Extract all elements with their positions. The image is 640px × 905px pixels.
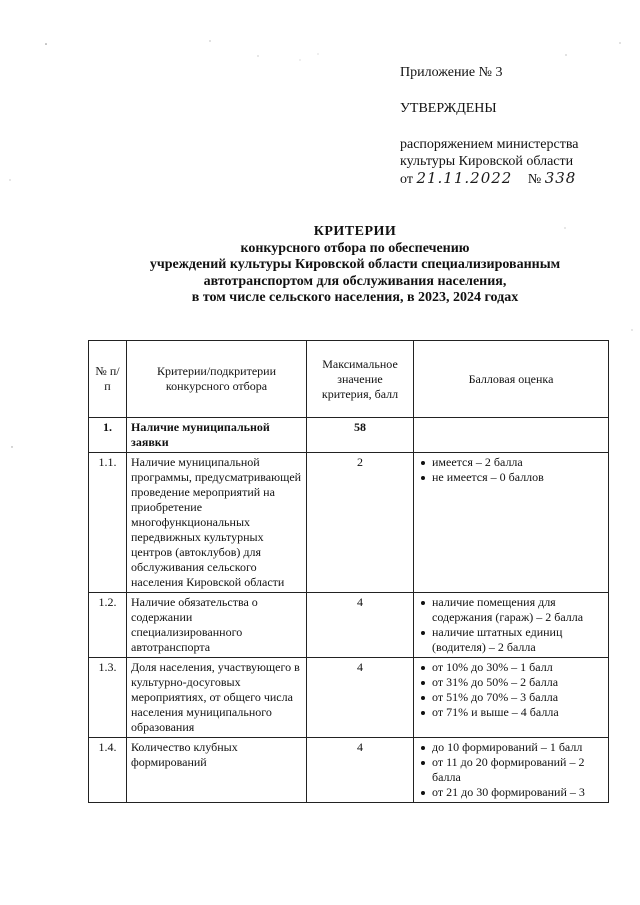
header-score: Балловая оценка xyxy=(414,341,609,418)
handwritten-number: 338 xyxy=(544,169,577,187)
row-score xyxy=(414,738,609,803)
row-criteria: Количество клубных формирований xyxy=(127,738,307,803)
row-score xyxy=(414,593,609,658)
order-date-line xyxy=(400,170,630,188)
row-score xyxy=(414,658,609,738)
header-num: № п/п xyxy=(89,341,127,418)
score-item: наличие штатных единиц (водителя) – 2 балла xyxy=(418,625,604,655)
score-item: наличие помещения для содержания (гараж) – 2 балла xyxy=(418,595,604,625)
row-score xyxy=(414,453,609,593)
header-criteria: Критерии/подкритерии конкурсного отбора xyxy=(127,341,307,418)
score-item: не имеется – 0 баллов xyxy=(418,470,604,485)
handwritten-date: 21.11.2022 xyxy=(416,169,513,187)
appendix-label: Приложение № 3 xyxy=(400,65,503,80)
score-list xyxy=(418,660,604,720)
row-criteria: Наличие муниципальной программы, предусматривающей проведение мероприятий на приобретение многофункциональных передвижных культурных центров (автоклубов) для обслуживания сельского населения Кировской области xyxy=(127,453,307,593)
row-score xyxy=(414,418,609,453)
table-row xyxy=(89,453,609,593)
title-main: КРИТЕРИИ xyxy=(313,224,397,239)
row-num: 1.4. xyxy=(89,738,127,803)
title-line-2: учреждений культуры Кировской области специализированным xyxy=(149,257,561,272)
score-item: от 71% и выше – 4 балла xyxy=(418,705,604,720)
title-line-1: конкурсного отбора по обеспечению xyxy=(240,240,470,256)
score-item: от 11 до 20 формирований – 2 балла xyxy=(418,755,604,785)
title-line-4: в том числе сельского населения, в 2023, 2024 годах xyxy=(191,290,519,305)
row-max: 2 xyxy=(307,453,414,593)
row-max: 58 xyxy=(307,418,414,453)
row-criteria: Наличие обязательства о содержании специализированного автотранспорта xyxy=(127,593,307,658)
title-line-3: автотранспортом для обслуживания населения, xyxy=(203,273,507,289)
order-line-1: распоряжением министерства xyxy=(400,137,579,152)
row-num: 1. xyxy=(89,418,127,453)
score-item: от 51% до 70% – 3 балла xyxy=(418,690,604,705)
approved-label: УТВЕРЖДЕНЫ xyxy=(400,101,497,116)
table-row xyxy=(89,593,609,658)
score-list xyxy=(418,740,604,800)
score-item: от 21 до 30 формирований – 3 xyxy=(418,785,604,800)
approval-stamp-block xyxy=(400,64,630,188)
score-list xyxy=(418,595,604,655)
score-item: до 10 формирований – 1 балл xyxy=(418,740,604,755)
row-num: 1.1. xyxy=(89,453,127,593)
row-num: 1.3. xyxy=(89,658,127,738)
score-list xyxy=(418,455,604,485)
criteria-table xyxy=(88,340,609,803)
row-criteria: Доля населения, участвующего в культурно-досуговых мероприятиях, от общего числа населения муниципального образования xyxy=(127,658,307,738)
date-prefix: от xyxy=(400,172,413,187)
table-row xyxy=(89,658,609,738)
table-header-row xyxy=(89,341,609,418)
score-item: имеется – 2 балла xyxy=(418,455,604,470)
table-row xyxy=(89,738,609,803)
score-item: от 10% до 30% – 1 балл xyxy=(418,660,604,675)
number-prefix: № xyxy=(527,172,542,187)
row-max: 4 xyxy=(307,593,414,658)
table-row xyxy=(89,418,609,453)
row-max: 4 xyxy=(307,658,414,738)
document-title xyxy=(100,224,610,307)
row-criteria: Наличие муниципальной заявки xyxy=(127,418,307,453)
row-num: 1.2. xyxy=(89,593,127,658)
header-max: Максимальное значение критерия, балл xyxy=(307,341,414,418)
order-line-2: культуры Кировской области xyxy=(400,154,574,169)
row-max: 4 xyxy=(307,738,414,803)
score-item: от 31% до 50% – 2 балла xyxy=(418,675,604,690)
